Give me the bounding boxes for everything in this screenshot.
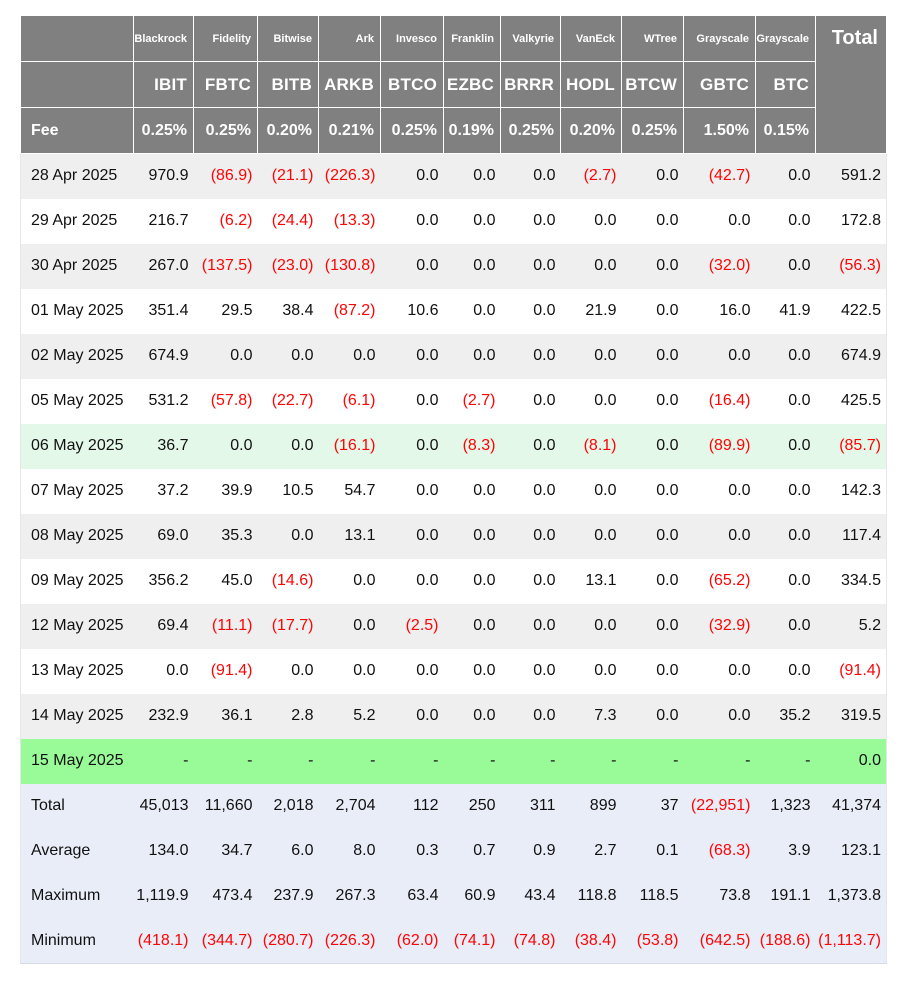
corner-cell xyxy=(21,62,134,108)
value-cell: 356.2 xyxy=(134,559,194,604)
sponsor-header-btcw: WTree xyxy=(622,16,684,62)
value-cell: 63.4 xyxy=(381,874,444,919)
table-row xyxy=(21,379,887,424)
value-cell: 0.0 xyxy=(622,694,684,739)
value-cell: 0.0 xyxy=(501,469,561,514)
table-row xyxy=(21,649,887,694)
value-cell: 134.0 xyxy=(134,829,194,874)
summary-label-cell: Maximum xyxy=(21,874,134,919)
sponsor-header-brrr: Valkyrie xyxy=(501,16,561,62)
value-cell: 0.0 xyxy=(444,694,501,739)
value-cell: 0.0 xyxy=(444,469,501,514)
ticker-header-ibit: IBIT xyxy=(134,62,194,108)
value-cell: 54.7 xyxy=(319,469,381,514)
date-cell: 30 Apr 2025 xyxy=(21,244,134,289)
value-cell: 0.0 xyxy=(501,199,561,244)
ticker-header-arkb: ARKB xyxy=(319,62,381,108)
value-cell: (32.9) xyxy=(684,604,756,649)
value-cell: 0.0 xyxy=(561,469,622,514)
summary-row-total xyxy=(21,784,887,829)
value-cell: (91.4) xyxy=(194,649,258,694)
value-cell: 0.0 xyxy=(561,244,622,289)
value-cell: - xyxy=(134,739,194,784)
total-cell: 123.1 xyxy=(816,829,887,874)
value-cell: 0.0 xyxy=(444,199,501,244)
value-cell: 35.3 xyxy=(194,514,258,559)
value-cell: 118.5 xyxy=(622,874,684,919)
date-cell: 01 May 2025 xyxy=(21,289,134,334)
value-cell: 0.0 xyxy=(501,424,561,469)
value-cell: 0.0 xyxy=(561,379,622,424)
value-cell: - xyxy=(319,739,381,784)
total-cell: (1,113.7) xyxy=(816,919,887,964)
total-cell: (85.7) xyxy=(816,424,887,469)
total-cell: 425.5 xyxy=(816,379,887,424)
value-cell: 45.0 xyxy=(194,559,258,604)
value-cell: 0.0 xyxy=(561,199,622,244)
date-cell: 05 May 2025 xyxy=(21,379,134,424)
total-cell: 1,373.8 xyxy=(816,874,887,919)
value-cell: 0.0 xyxy=(622,559,684,604)
date-cell: 28 Apr 2025 xyxy=(21,154,134,199)
sponsor-header-ezbc: Franklin xyxy=(444,16,501,62)
value-cell: 6.0 xyxy=(258,829,319,874)
summary-label-cell: Minimum xyxy=(21,919,134,964)
ticker-header-brrr: BRRR xyxy=(501,62,561,108)
value-cell: 69.4 xyxy=(134,604,194,649)
date-cell: 14 May 2025 xyxy=(21,694,134,739)
ticker-header-fbtc: FBTC xyxy=(194,62,258,108)
value-cell: 0.0 xyxy=(756,379,816,424)
value-cell: 8.0 xyxy=(319,829,381,874)
fee-value-arkb: 0.21% xyxy=(319,108,381,154)
value-cell: 1,323 xyxy=(756,784,816,829)
value-cell: 0.0 xyxy=(684,694,756,739)
table-row xyxy=(21,559,887,604)
total-cell: 41,374 xyxy=(816,784,887,829)
value-cell: 0.7 xyxy=(444,829,501,874)
value-cell: 0.0 xyxy=(622,424,684,469)
value-cell: (8.1) xyxy=(561,424,622,469)
value-cell: (2.7) xyxy=(561,154,622,199)
fee-value-btc: 0.15% xyxy=(756,108,816,154)
table-row xyxy=(21,334,887,379)
value-cell: (226.3) xyxy=(319,919,381,964)
sponsor-header-hodl: VanEck xyxy=(561,16,622,62)
value-cell: 2.8 xyxy=(258,694,319,739)
value-cell: 60.9 xyxy=(444,874,501,919)
value-cell: 13.1 xyxy=(319,514,381,559)
table-row xyxy=(21,424,887,469)
date-cell: 15 May 2025 xyxy=(21,739,134,784)
value-cell: 473.4 xyxy=(194,874,258,919)
total-cell: (56.3) xyxy=(816,244,887,289)
total-cell: 334.5 xyxy=(816,559,887,604)
value-cell: 16.0 xyxy=(684,289,756,334)
value-cell: 69.0 xyxy=(134,514,194,559)
ticker-header-btc: BTC xyxy=(756,62,816,108)
value-cell: 0.0 xyxy=(381,199,444,244)
value-cell: 970.9 xyxy=(134,154,194,199)
value-cell: 39.9 xyxy=(194,469,258,514)
value-cell: 0.0 xyxy=(756,244,816,289)
value-cell: (8.3) xyxy=(444,424,501,469)
value-cell: - xyxy=(258,739,319,784)
sponsor-header-arkb: Ark xyxy=(319,16,381,62)
fee-value-ezbc: 0.19% xyxy=(444,108,501,154)
date-cell: 02 May 2025 xyxy=(21,334,134,379)
value-cell: (22,951) xyxy=(684,784,756,829)
value-cell: (130.8) xyxy=(319,244,381,289)
total-cell: (91.4) xyxy=(816,649,887,694)
value-cell: 0.0 xyxy=(258,514,319,559)
total-cell: 172.8 xyxy=(816,199,887,244)
value-cell: - xyxy=(684,739,756,784)
value-cell: 0.0 xyxy=(501,289,561,334)
total-cell: 422.5 xyxy=(816,289,887,334)
sponsor-header-ibit: Blackrock xyxy=(134,16,194,62)
value-cell: 0.0 xyxy=(501,379,561,424)
value-cell: 0.0 xyxy=(319,604,381,649)
value-cell: 0.0 xyxy=(501,694,561,739)
value-cell: 0.0 xyxy=(381,244,444,289)
ticker-header-btcw: BTCW xyxy=(622,62,684,108)
value-cell: (57.8) xyxy=(194,379,258,424)
value-cell: 674.9 xyxy=(134,334,194,379)
value-cell: - xyxy=(561,739,622,784)
value-cell: (89.9) xyxy=(684,424,756,469)
value-cell: 0.0 xyxy=(444,334,501,379)
value-cell: 899 xyxy=(561,784,622,829)
value-cell: 10.5 xyxy=(258,469,319,514)
fee-value-gbtc: 1.50% xyxy=(684,108,756,154)
value-cell: - xyxy=(194,739,258,784)
value-cell: 0.0 xyxy=(444,559,501,604)
value-cell: (11.1) xyxy=(194,604,258,649)
value-cell: 0.0 xyxy=(381,694,444,739)
fee-value-bitb: 0.20% xyxy=(258,108,319,154)
value-cell: 0.0 xyxy=(501,334,561,379)
value-cell: 0.0 xyxy=(258,334,319,379)
fee-value-ibit: 0.25% xyxy=(134,108,194,154)
total-cell: 5.2 xyxy=(816,604,887,649)
value-cell: 112 xyxy=(381,784,444,829)
value-cell: 29.5 xyxy=(194,289,258,334)
value-cell: 0.0 xyxy=(622,604,684,649)
value-cell: (74.1) xyxy=(444,919,501,964)
value-cell: 0.0 xyxy=(684,649,756,694)
value-cell: 0.0 xyxy=(258,649,319,694)
value-cell: 0.0 xyxy=(684,469,756,514)
value-cell: (24.4) xyxy=(258,199,319,244)
table-row xyxy=(21,604,887,649)
value-cell: 0.0 xyxy=(622,289,684,334)
value-cell: 0.0 xyxy=(756,199,816,244)
total-cell: 142.3 xyxy=(816,469,887,514)
value-cell: 232.9 xyxy=(134,694,194,739)
value-cell: - xyxy=(622,739,684,784)
value-cell: (642.5) xyxy=(684,919,756,964)
value-cell: 0.0 xyxy=(756,604,816,649)
total-cell: 674.9 xyxy=(816,334,887,379)
value-cell: 0.0 xyxy=(319,559,381,604)
value-cell: - xyxy=(501,739,561,784)
total-cell: 591.2 xyxy=(816,154,887,199)
value-cell: - xyxy=(756,739,816,784)
value-cell: 267.0 xyxy=(134,244,194,289)
ticker-header-hodl: HODL xyxy=(561,62,622,108)
value-cell: 7.3 xyxy=(561,694,622,739)
value-cell: (188.6) xyxy=(756,919,816,964)
value-cell: 0.0 xyxy=(501,649,561,694)
table-row xyxy=(21,469,887,514)
value-cell: (137.5) xyxy=(194,244,258,289)
value-cell: 13.1 xyxy=(561,559,622,604)
table-row xyxy=(21,289,887,334)
ticker-header-bitb: BITB xyxy=(258,62,319,108)
value-cell: (13.3) xyxy=(319,199,381,244)
sponsor-header-btc: Grayscale xyxy=(756,16,816,62)
ticker-header-gbtc: GBTC xyxy=(684,62,756,108)
value-cell: (38.4) xyxy=(561,919,622,964)
value-cell: (14.6) xyxy=(258,559,319,604)
value-cell: 0.0 xyxy=(501,154,561,199)
value-cell: 0.0 xyxy=(684,514,756,559)
value-cell: 5.2 xyxy=(319,694,381,739)
fee-row-label: Fee xyxy=(21,108,134,154)
ticker-header-btco: BTCO xyxy=(381,62,444,108)
table-row xyxy=(21,739,887,784)
value-cell: 45,013 xyxy=(134,784,194,829)
value-cell: 21.9 xyxy=(561,289,622,334)
value-cell: 0.0 xyxy=(381,469,444,514)
value-cell: (42.7) xyxy=(684,154,756,199)
value-cell: 0.0 xyxy=(622,379,684,424)
value-cell: 0.0 xyxy=(134,649,194,694)
total-column-header: Total xyxy=(816,16,887,154)
value-cell: 0.0 xyxy=(381,649,444,694)
date-cell: 29 Apr 2025 xyxy=(21,199,134,244)
value-cell: 311 xyxy=(501,784,561,829)
value-cell: (65.2) xyxy=(684,559,756,604)
value-cell: 37.2 xyxy=(134,469,194,514)
value-cell: 35.2 xyxy=(756,694,816,739)
value-cell: 0.0 xyxy=(622,334,684,379)
date-cell: 09 May 2025 xyxy=(21,559,134,604)
value-cell: (87.2) xyxy=(319,289,381,334)
value-cell: 0.0 xyxy=(622,514,684,559)
date-cell: 07 May 2025 xyxy=(21,469,134,514)
value-cell: 0.0 xyxy=(444,514,501,559)
value-cell: 237.9 xyxy=(258,874,319,919)
date-cell: 13 May 2025 xyxy=(21,649,134,694)
value-cell: 118.8 xyxy=(561,874,622,919)
value-cell: 0.9 xyxy=(501,829,561,874)
value-cell: 0.0 xyxy=(622,154,684,199)
summary-label-cell: Average xyxy=(21,829,134,874)
value-cell: 0.0 xyxy=(756,469,816,514)
value-cell: 0.0 xyxy=(194,424,258,469)
value-cell: 73.8 xyxy=(684,874,756,919)
value-cell: 0.0 xyxy=(319,334,381,379)
corner-cell xyxy=(21,16,134,62)
value-cell: 0.0 xyxy=(756,649,816,694)
value-cell: (17.7) xyxy=(258,604,319,649)
table-row xyxy=(21,154,887,199)
fee-value-hodl: 0.20% xyxy=(561,108,622,154)
value-cell: (53.8) xyxy=(622,919,684,964)
value-cell: 0.0 xyxy=(501,559,561,604)
table-row xyxy=(21,694,887,739)
value-cell: (2.5) xyxy=(381,604,444,649)
value-cell: (6.1) xyxy=(319,379,381,424)
total-cell: 0.0 xyxy=(816,739,887,784)
value-cell: 0.0 xyxy=(194,334,258,379)
value-cell: 0.0 xyxy=(561,334,622,379)
value-cell: 0.0 xyxy=(561,604,622,649)
table-row xyxy=(21,514,887,559)
value-cell: 0.0 xyxy=(622,199,684,244)
value-cell: 0.0 xyxy=(444,289,501,334)
date-cell: 08 May 2025 xyxy=(21,514,134,559)
fee-value-btcw: 0.25% xyxy=(622,108,684,154)
sponsor-header-fbtc: Fidelity xyxy=(194,16,258,62)
total-cell: 117.4 xyxy=(816,514,887,559)
value-cell: 0.0 xyxy=(381,379,444,424)
value-cell: (32.0) xyxy=(684,244,756,289)
value-cell: 0.0 xyxy=(381,334,444,379)
value-cell: 0.0 xyxy=(501,604,561,649)
value-cell: 0.1 xyxy=(622,829,684,874)
fee-value-btco: 0.25% xyxy=(381,108,444,154)
etf-flow-table xyxy=(20,15,887,964)
value-cell: (22.7) xyxy=(258,379,319,424)
value-cell: 0.0 xyxy=(381,154,444,199)
value-cell: 10.6 xyxy=(381,289,444,334)
value-cell: 3.9 xyxy=(756,829,816,874)
value-cell: 0.0 xyxy=(381,559,444,604)
value-cell: 0.0 xyxy=(684,334,756,379)
value-cell: 0.0 xyxy=(444,649,501,694)
sponsor-header-row xyxy=(21,16,887,62)
summary-row-average xyxy=(21,829,887,874)
value-cell: 250 xyxy=(444,784,501,829)
value-cell: 0.0 xyxy=(684,199,756,244)
value-cell: 0.0 xyxy=(381,514,444,559)
value-cell: 0.0 xyxy=(444,604,501,649)
fee-value-fbtc: 0.25% xyxy=(194,108,258,154)
value-cell: 0.0 xyxy=(319,649,381,694)
value-cell: 0.0 xyxy=(756,154,816,199)
value-cell: 267.3 xyxy=(319,874,381,919)
value-cell: - xyxy=(381,739,444,784)
value-cell: (68.3) xyxy=(684,829,756,874)
value-cell: (6.2) xyxy=(194,199,258,244)
value-cell: 0.0 xyxy=(622,469,684,514)
summary-label-cell: Total xyxy=(21,784,134,829)
value-cell: 38.4 xyxy=(258,289,319,334)
value-cell: 191.1 xyxy=(756,874,816,919)
value-cell: (62.0) xyxy=(381,919,444,964)
ticker-header-row xyxy=(21,62,887,108)
value-cell: (344.7) xyxy=(194,919,258,964)
value-cell: (21.1) xyxy=(258,154,319,199)
fee-header-row xyxy=(21,108,887,154)
value-cell: (23.0) xyxy=(258,244,319,289)
value-cell: 1,119.9 xyxy=(134,874,194,919)
value-cell: 0.0 xyxy=(501,244,561,289)
value-cell: 36.1 xyxy=(194,694,258,739)
value-cell: 0.0 xyxy=(622,244,684,289)
summary-row-maximum xyxy=(21,874,887,919)
value-cell: 0.3 xyxy=(381,829,444,874)
value-cell: (86.9) xyxy=(194,154,258,199)
value-cell: 216.7 xyxy=(134,199,194,244)
table-row xyxy=(21,244,887,289)
value-cell: (74.8) xyxy=(501,919,561,964)
value-cell: (2.7) xyxy=(444,379,501,424)
value-cell: 0.0 xyxy=(444,244,501,289)
value-cell: (16.1) xyxy=(319,424,381,469)
value-cell: 37 xyxy=(622,784,684,829)
value-cell: 2.7 xyxy=(561,829,622,874)
value-cell: 0.0 xyxy=(756,559,816,604)
value-cell: 531.2 xyxy=(134,379,194,424)
value-cell: (226.3) xyxy=(319,154,381,199)
value-cell: 351.4 xyxy=(134,289,194,334)
summary-row-minimum xyxy=(21,919,887,964)
value-cell: - xyxy=(444,739,501,784)
value-cell: 0.0 xyxy=(756,334,816,379)
value-cell: 0.0 xyxy=(756,514,816,559)
value-cell: (418.1) xyxy=(134,919,194,964)
value-cell: 0.0 xyxy=(561,514,622,559)
sponsor-header-gbtc: Grayscale xyxy=(684,16,756,62)
value-cell: 0.0 xyxy=(444,154,501,199)
sponsor-header-bitb: Bitwise xyxy=(258,16,319,62)
value-cell: 2,704 xyxy=(319,784,381,829)
value-cell: 0.0 xyxy=(756,424,816,469)
value-cell: 2,018 xyxy=(258,784,319,829)
value-cell: 11,660 xyxy=(194,784,258,829)
value-cell: 41.9 xyxy=(756,289,816,334)
value-cell: 36.7 xyxy=(134,424,194,469)
sponsor-header-btco: Invesco xyxy=(381,16,444,62)
value-cell: 0.0 xyxy=(622,649,684,694)
value-cell: (16.4) xyxy=(684,379,756,424)
value-cell: 0.0 xyxy=(501,514,561,559)
date-cell: 06 May 2025 xyxy=(21,424,134,469)
fee-value-brrr: 0.25% xyxy=(501,108,561,154)
value-cell: 0.0 xyxy=(561,649,622,694)
value-cell: 34.7 xyxy=(194,829,258,874)
value-cell: 0.0 xyxy=(381,424,444,469)
value-cell: 0.0 xyxy=(258,424,319,469)
value-cell: 43.4 xyxy=(501,874,561,919)
ticker-header-ezbc: EZBC xyxy=(444,62,501,108)
date-cell: 12 May 2025 xyxy=(21,604,134,649)
total-cell: 319.5 xyxy=(816,694,887,739)
value-cell: (280.7) xyxy=(258,919,319,964)
table-row xyxy=(21,199,887,244)
